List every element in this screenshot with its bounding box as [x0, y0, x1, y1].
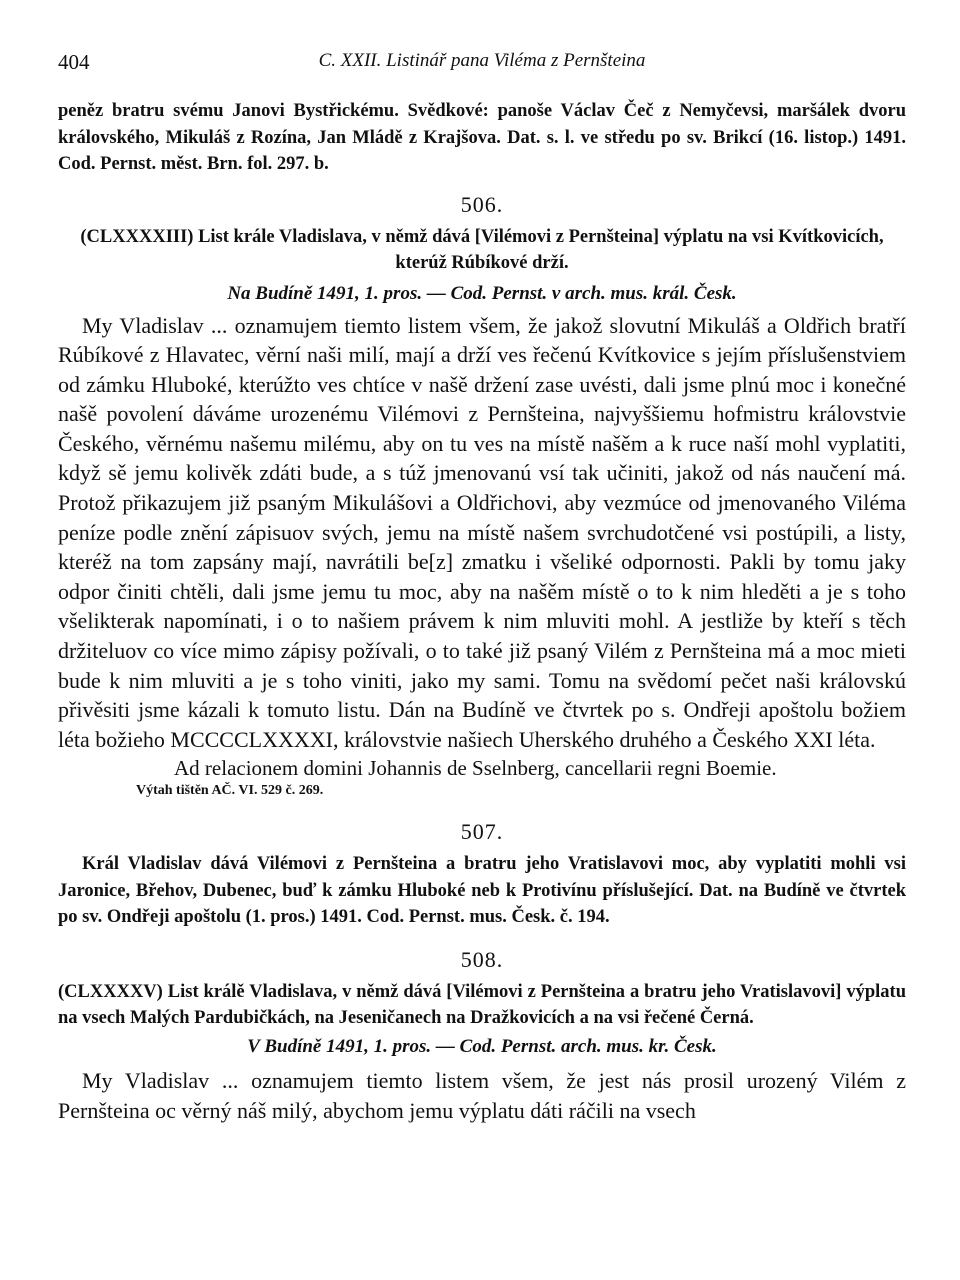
document-dateline-508: V Budíně 1491, 1. pros. — Cod. Pernst. arch. mus. kr. Česk.: [247, 1035, 717, 1057]
page-number: 404: [58, 50, 90, 74]
document-body-508: My Vladislav ... oznamujem tiemto listem všem, že jest nás prosil urozený Vilém z Pernšteina oc věrný náš milý, abychom jemu výplatu dáti ráčili na vsech: [58, 1067, 906, 1123]
document-body-507: Král Vladislav dává Vilémovi z Pernšteina a bratru jeho Vratislavovi moc, aby vyplatiti mohli vsi Jaronice, Břehov, Dubenec, buď k zámku Hluboké neb k Protivínu příslušející. Dat. na Budíně ve čtvrtek po sv. Ondřeji apoštolu (1. pros.) 1491. Cod. Pernst. mus. Česk. č. 194.: [58, 854, 906, 928]
page-header: [58, 50, 906, 82]
document-heading-506: (CLXXXXIII) List krále Vladislava, v němž dává [Vilémovi z Pernšteina] výplatu na vsi Kvítkovicích, kterúž Rúbíkové drží.: [80, 226, 884, 273]
page-content: [58, 98, 906, 1125]
document-addendum-506: Ad relacionem domini Johannis de Sselnberg, cancellarii regni Boemie.: [174, 756, 777, 781]
document-number-508: 508.: [460, 946, 504, 972]
document-dateline-506: Na Budíně 1491, 1. pros. — Cod. Pernst. v arch. mus. král. Česk.: [227, 282, 737, 304]
document-number-506: 506.: [460, 191, 504, 217]
intro-paragraph: peněz bratru svému Janovi Bystřickému. Svědkové: panoše Václav Čeč z Nemyčevsi, maršálek dvoru královského, Mikuláš z Rozína, Jan Mládě z Krajšova. Dat. s. l. ve středu po sv. Brikcí (16. listop.) 1491. Cod. Pernst. měst. Brn. fol. 297. b.: [58, 101, 906, 174]
document-number-507: 507.: [460, 819, 504, 845]
running-title: C. XXII. Listinář pana Viléma z Pernšteina: [318, 50, 646, 71]
document-note-506: Výtah tištěn AČ. VI. 529 č. 269.: [136, 783, 324, 799]
document-body-506: My Vladislav ... oznamujem tiemto listem všem, že jakož slovutní Mikuláš a Oldřich bratří Rúbíkové z Hlavatec, věrní naši milí, mají a drží ves řečenú Kvítkovice s jejím příslušenstviem od zámku Hluboké, kterúžto ves chtíce v našě držení zase uvésti, dali jsme plnú moc i konečné našě povolení dáváme urozenému Vilémovi z Pernšteina, najvyššiemu hofmistru královstvie Českého, věrnému našemu milému, aby on tu ves na místě našěm a k ruce naší mohl vyplatiti, když sě jemu kolivěk zdáti bude, a s túž jmenovanú vsí tak učiniti, jakož od nás naučení má. Protož přikazujem již psaným Mikulášovi a Oldřichovi, aby vezmúce od jmenovaného Viléma peníze podle znění zápisuov svých, jemu na místě našem svrchudotčené vsi postúpili, a listy, kteréž na tom zapsány mají, navrátili be[z] zmatku i všeliké odpornosti. Pakli by tomu jaky odpor činiti chtěli, dali jsme jemu tu moc, aby na našěm místě o to k nim hleděti a je s toho všelikterak napomínati, i o to našiem právem k nim mluviti mohl. A jestliže by kteří s těch držiteluov co více mimo zápisy požívali, o to také již psaný Vilém z Pernšteina má a moc mieti bude k nim mluviti a je s toho viniti, jako my sami. Tomu na svědomí pečet naši královskú přivěsiti jsme kázali k tomuto listu. Dán na Budíně ve čtvrtek po s. Ondřeji apoštolu božiem léta božieho MCCCCLXXXXI, královstvie našiech Uherského druhého a Českého XXI léta.: [58, 312, 906, 752]
document-heading-508: (CLXXXXV) List králě Vladislava, v němž dává [Vilémovi z Pernšteina a bratru jeho Vratislavovi] výplatu na vsech Malých Pardubičkách, na Jeseničanech na Dražkovicích a na vsi řečené Černá.: [58, 981, 906, 1029]
